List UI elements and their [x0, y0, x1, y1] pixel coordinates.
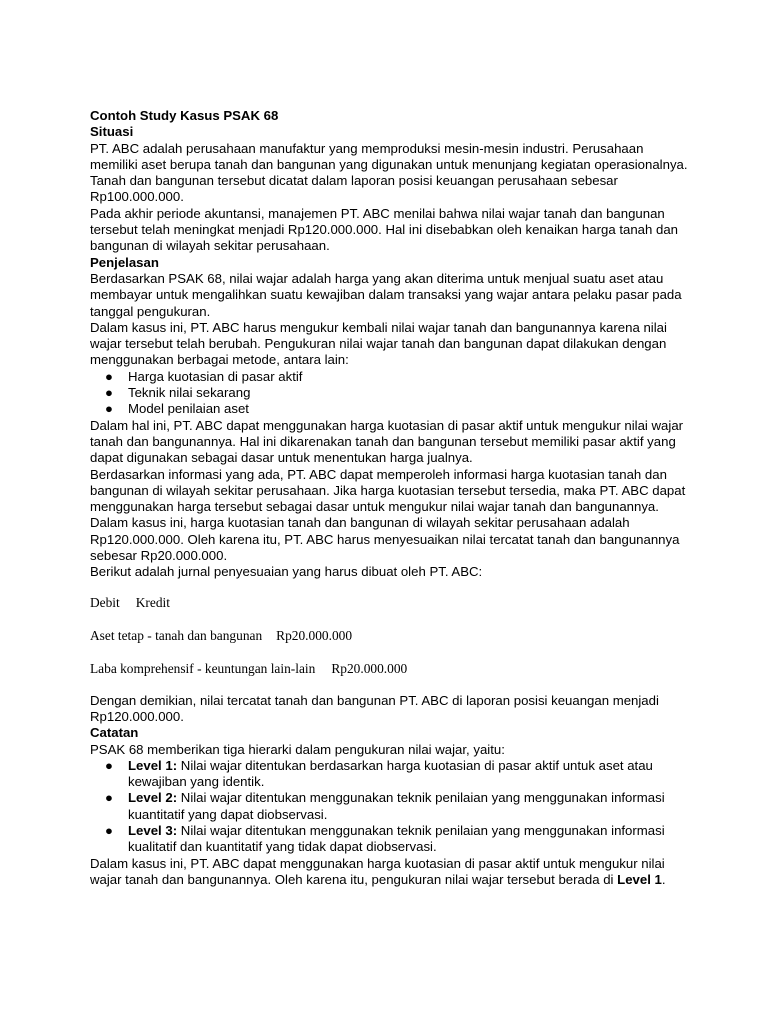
bullet-icon: ● [105, 385, 113, 401]
level-text: Nilai wajar ditentukan berdasarkan harga kuotasian di pasar aktif untuk aset atau kewajiban yang identik. [128, 757, 653, 790]
penjelasan-paragraph-4: Berdasarkan informasi yang ada, PT. ABC dapat memperoleh informasi harga kuotasian tanah dan bangunan di wilayah sekitar perusahaan. Jika harga kuotasian tersebut tersedia, maka PT. ABC dapat menggunakan harga tersebut sebagai dasar untuk mengukur nilai wajar tanah dan bangunannya. [90, 466, 686, 515]
situasi-paragraph-2: Pada akhir periode akuntansi, manajemen PT. ABC menilai bahwa nilai wajar tanah dan bangunan tersebut telah meningkat menjadi Rp120.000.000. Hal ini disebabkan oleh kenaikan harga tanah dan bangunan di wilayah sekitar perusahaan. [90, 205, 678, 254]
document-body [90, 108, 690, 888]
penjelasan-paragraph-6: Berikut adalah jurnal penyesuaian yang harus dibuat oleh PT. ABC: [90, 564, 483, 580]
penjelasan-heading: Penjelasan [90, 254, 159, 270]
bullet-icon: ● [105, 790, 113, 806]
list-item [105, 790, 690, 823]
journal-debit-label: Debit [90, 594, 120, 610]
level-text: Nilai wajar ditentukan menggunakan teknik penilaian yang menggunakan informasi kuantitatif yang dapat diobservasi. [128, 790, 665, 822]
journal-header [90, 595, 690, 611]
journal-kredit-label: Kredit [135, 594, 170, 610]
final-paragraph: Dalam kasus ini, PT. ABC dapat menggunakan harga kuotasian di pasar aktif untuk mengukur nilai wajar tanah dan bangunannya. Oleh karena itu, pengukuran nilai wajar tersebut berada di Level 1. [90, 855, 666, 887]
penjelasan-paragraph-5: Dalam kasus ini, harga kuotasian tanah dan bangunan di wilayah sekitar perusahaan adalah Rp120.000.000. Oleh karena itu, PT. ABC harus menyesuaikan nilai tercatat tanah dan bangunannya sebesar Rp20.000.000. [90, 515, 680, 564]
journal-row-1 [90, 628, 690, 644]
levels-list [90, 758, 690, 856]
journal-row-2-account: Laba komprehensif - keuntungan lain-lain [90, 660, 316, 676]
journal-row-1-amount: Rp20.000.000 [276, 627, 353, 643]
level-text: Nilai wajar ditentukan menggunakan teknik penilaian yang menggunakan informasi kualitatif dan kuantitatif yang tidak dapat diobservasi. [128, 822, 665, 855]
list-item [105, 757, 690, 791]
methods-list [90, 369, 690, 418]
list-item: ● Model penilaian aset [105, 401, 249, 417]
journal-row-2-amount: Rp20.000.000 [331, 660, 408, 676]
penjelasan-paragraph-2: Dalam kasus ini, PT. ABC harus mengukur kembali nilai wajar tanah dan bangunannya karena nilai wajar tersebut telah berubah. Pengukuran nilai wajar tanah dan bangunan dapat dilakukan dengan menggunakan berbagai metode, antara lain: [90, 319, 667, 368]
situasi-paragraph-1: PT. ABC adalah perusahaan manufaktur yang memproduksi mesin-mesin industri. Perusahaan memiliki aset berupa tanah dan bangunan yang digunakan untuk menunjang kegiatan operasionalnya. Tanah dan bangunan tersebut dicatat dalam laporan posisi keuangan perusahaan sebesar Rp100.000.000. [90, 140, 688, 205]
list-item [105, 822, 690, 856]
catatan-intro: PSAK 68 memberikan tiga hierarki dalam pengukuran nilai wajar, yaitu: [90, 741, 505, 757]
level-label: Level 1: [128, 757, 178, 773]
bullet-icon: ● [105, 822, 113, 838]
bullet-icon: ● [105, 368, 113, 384]
bullet-icon: ● [105, 757, 113, 773]
final-level: Level 1 [617, 871, 662, 887]
penjelasan-paragraph-3: Dalam hal ini, PT. ABC dapat menggunakan harga kuotasian di pasar aktif untuk mengukur nilai wajar tanah dan bangunannya. Hal ini dikarenakan tanah dan bangunan tersebut memiliki pasar aktif yang dapat digunakan sebagai dasar untuk menentukan harga jualnya. [90, 417, 684, 466]
bullet-icon: ● [105, 401, 113, 417]
conclusion-paragraph: Dengan demikian, nilai tercatat tanah dan bangunan PT. ABC di laporan posisi keuangan menjadi Rp120.000.000. [90, 692, 659, 724]
list-item: ● Teknik nilai sekarang [105, 385, 251, 401]
catatan-heading: Catatan [90, 725, 139, 741]
level-label: Level 2: [128, 790, 178, 806]
penjelasan-paragraph-1: Berdasarkan PSAK 68, nilai wajar adalah harga yang akan diterima untuk menjual suatu aset atau membayar untuk mengalihkan suatu kewajiban dalam transaksi yang wajar antara pelaku pasar pada tanggal pengukuran. [90, 270, 682, 319]
situasi-heading: Situasi [90, 124, 134, 140]
journal-row-2 [90, 661, 690, 677]
document-title: Contoh Study Kasus PSAK 68 [90, 108, 279, 123]
list-item: ● Harga kuotasian di pasar aktif [105, 368, 303, 384]
level-label: Level 3: [128, 822, 178, 838]
journal-row-1-account: Aset tetap - tanah dan bangunan [90, 627, 263, 643]
